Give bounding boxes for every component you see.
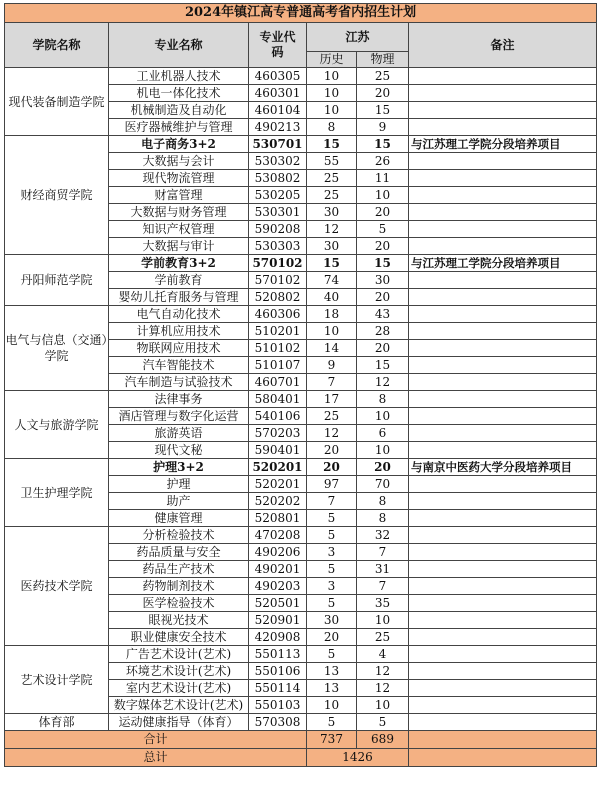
major-code-cell: 460306 — [249, 306, 307, 323]
major-name-cell: 电子商务3+2 — [109, 136, 249, 153]
major-name-cell: 酒店管理与数字化运营 — [109, 408, 249, 425]
history-quota-cell: 8 — [307, 119, 357, 136]
major-code-cell: 520801 — [249, 510, 307, 527]
note-cell — [409, 714, 597, 731]
note-cell — [409, 187, 597, 204]
note-cell — [409, 425, 597, 442]
major-code-cell: 530205 — [249, 187, 307, 204]
note-cell — [409, 221, 597, 238]
total-row — [5, 749, 597, 767]
history-quota-cell: 3 — [307, 578, 357, 595]
major-code-cell: 520201 — [249, 476, 307, 493]
history-quota-cell: 12 — [307, 221, 357, 238]
note-cell — [409, 238, 597, 255]
note-cell — [409, 306, 597, 323]
total-label: 总计 — [5, 749, 307, 767]
physics-quota-cell: 6 — [357, 425, 409, 442]
major-name-cell: 学前教育 — [109, 272, 249, 289]
history-quota-cell: 20 — [307, 442, 357, 459]
major-name-cell: 室内艺术设计(艺术) — [109, 680, 249, 697]
major-name-cell: 现代文秘 — [109, 442, 249, 459]
table-row — [5, 527, 597, 544]
major-code-cell: 510201 — [249, 323, 307, 340]
major-name-cell: 旅游英语 — [109, 425, 249, 442]
history-quota-cell: 30 — [307, 204, 357, 221]
major-code-cell: 590208 — [249, 221, 307, 238]
physics-quota-cell: 28 — [357, 323, 409, 340]
history-quota-cell: 25 — [307, 170, 357, 187]
major-name-cell: 药品生产技术 — [109, 561, 249, 578]
college-name-cell: 医药技术学院 — [5, 527, 109, 646]
major-code-cell: 510107 — [249, 357, 307, 374]
major-name-cell: 电气自动化技术 — [109, 306, 249, 323]
physics-quota-cell: 20 — [357, 289, 409, 306]
history-quota-cell: 7 — [307, 493, 357, 510]
note-cell — [409, 663, 597, 680]
major-name-cell: 学前教育3+2 — [109, 255, 249, 272]
history-quota-cell: 5 — [307, 561, 357, 578]
physics-quota-cell: 43 — [357, 306, 409, 323]
physics-quota-cell: 25 — [357, 629, 409, 646]
major-code-cell: 490201 — [249, 561, 307, 578]
note-cell — [409, 544, 597, 561]
physics-quota-cell: 5 — [357, 221, 409, 238]
physics-quota-cell: 35 — [357, 595, 409, 612]
history-quota-cell: 10 — [307, 102, 357, 119]
note-cell — [409, 646, 597, 663]
physics-quota-cell: 10 — [357, 442, 409, 459]
note-cell — [409, 612, 597, 629]
note-cell — [409, 153, 597, 170]
history-quota-cell: 30 — [307, 238, 357, 255]
header-major: 专业名称 — [109, 23, 249, 68]
note-cell — [409, 204, 597, 221]
major-code-cell: 530802 — [249, 170, 307, 187]
header-code: 专业代码 — [249, 23, 307, 68]
major-name-cell: 财富管理 — [109, 187, 249, 204]
major-name-cell: 环境艺术设计(艺术) — [109, 663, 249, 680]
major-code-cell: 540106 — [249, 408, 307, 425]
history-quota-cell: 3 — [307, 544, 357, 561]
header-physics: 物理 — [357, 52, 409, 68]
history-quota-cell: 5 — [307, 595, 357, 612]
history-quota-cell: 20 — [307, 629, 357, 646]
header-history: 历史 — [307, 52, 357, 68]
major-code-cell: 520501 — [249, 595, 307, 612]
college-name-cell: 丹阳师范学院 — [5, 255, 109, 306]
college-name-cell: 艺术设计学院 — [5, 646, 109, 714]
physics-quota-cell: 10 — [357, 187, 409, 204]
header-province: 江苏 — [307, 23, 409, 52]
major-name-cell: 健康管理 — [109, 510, 249, 527]
major-name-cell: 助产 — [109, 493, 249, 510]
history-quota-cell: 74 — [307, 272, 357, 289]
history-quota-cell: 15 — [307, 255, 357, 272]
major-code-cell: 550103 — [249, 697, 307, 714]
history-quota-cell: 25 — [307, 408, 357, 425]
physics-quota-cell: 5 — [357, 714, 409, 731]
major-name-cell: 分析检验技术 — [109, 527, 249, 544]
physics-quota-cell: 9 — [357, 119, 409, 136]
major-name-cell: 机械制造及自动化 — [109, 102, 249, 119]
physics-quota-cell: 32 — [357, 527, 409, 544]
major-code-cell: 460305 — [249, 68, 307, 85]
history-quota-cell: 12 — [307, 425, 357, 442]
physics-quota-cell: 15 — [357, 255, 409, 272]
note-cell — [409, 578, 597, 595]
physics-quota-cell: 12 — [357, 663, 409, 680]
note-cell — [409, 323, 597, 340]
note-cell — [409, 680, 597, 697]
history-quota-cell: 97 — [307, 476, 357, 493]
note-cell — [409, 510, 597, 527]
physics-quota-cell: 8 — [357, 510, 409, 527]
note-cell — [409, 408, 597, 425]
physics-quota-cell: 10 — [357, 408, 409, 425]
table-row — [5, 646, 597, 663]
major-name-cell: 大数据与审计 — [109, 238, 249, 255]
history-quota-cell: 14 — [307, 340, 357, 357]
note-cell: 与江苏理工学院分段培养项目 — [409, 255, 597, 272]
history-quota-cell: 5 — [307, 714, 357, 731]
major-code-cell: 550113 — [249, 646, 307, 663]
major-name-cell: 法律事务 — [109, 391, 249, 408]
total-value: 1426 — [307, 749, 409, 767]
major-code-cell: 460701 — [249, 374, 307, 391]
major-name-cell: 职业健康安全技术 — [109, 629, 249, 646]
major-name-cell: 婴幼儿托育服务与管理 — [109, 289, 249, 306]
major-name-cell: 药物制剂技术 — [109, 578, 249, 595]
physics-quota-cell: 12 — [357, 680, 409, 697]
major-name-cell: 药品质量与安全 — [109, 544, 249, 561]
major-name-cell: 护理3+2 — [109, 459, 249, 476]
note-cell: 与江苏理工学院分段培养项目 — [409, 136, 597, 153]
note-cell — [409, 289, 597, 306]
physics-quota-cell: 20 — [357, 340, 409, 357]
major-name-cell: 物联网应用技术 — [109, 340, 249, 357]
table-row — [5, 68, 597, 85]
major-code-cell: 570102 — [249, 272, 307, 289]
note-cell — [409, 527, 597, 544]
major-name-cell: 运动健康指导（体育） — [109, 714, 249, 731]
table-row — [5, 459, 597, 476]
physics-quota-cell: 70 — [357, 476, 409, 493]
enrollment-plan-table — [4, 3, 597, 767]
major-code-cell: 590401 — [249, 442, 307, 459]
total-note — [409, 749, 597, 767]
major-code-cell: 420908 — [249, 629, 307, 646]
major-name-cell: 工业机器人技术 — [109, 68, 249, 85]
note-cell — [409, 391, 597, 408]
major-name-cell: 大数据与财务管理 — [109, 204, 249, 221]
major-code-cell: 520901 — [249, 612, 307, 629]
note-cell — [409, 85, 597, 102]
physics-quota-cell: 20 — [357, 238, 409, 255]
college-name-cell: 人文与旅游学院 — [5, 391, 109, 459]
history-quota-cell: 10 — [307, 68, 357, 85]
table-row — [5, 391, 597, 408]
major-name-cell: 广告艺术设计(艺术) — [109, 646, 249, 663]
major-code-cell: 550114 — [249, 680, 307, 697]
history-quota-cell: 30 — [307, 612, 357, 629]
major-name-cell: 医疗器械维护与管理 — [109, 119, 249, 136]
major-name-cell: 护理 — [109, 476, 249, 493]
major-name-cell: 眼视光技术 — [109, 612, 249, 629]
major-code-cell: 490206 — [249, 544, 307, 561]
note-cell — [409, 697, 597, 714]
note-cell — [409, 272, 597, 289]
subtotal-history: 737 — [307, 731, 357, 749]
physics-quota-cell: 15 — [357, 357, 409, 374]
physics-quota-cell: 7 — [357, 578, 409, 595]
physics-quota-cell: 25 — [357, 68, 409, 85]
college-name-cell: 电气与信息（交通）学院 — [5, 306, 109, 391]
history-quota-cell: 10 — [307, 85, 357, 102]
major-name-cell: 汽车智能技术 — [109, 357, 249, 374]
note-cell — [409, 493, 597, 510]
major-code-cell: 530302 — [249, 153, 307, 170]
header-note: 备注 — [409, 23, 597, 68]
note-cell — [409, 68, 597, 85]
note-cell — [409, 357, 597, 374]
note-cell — [409, 374, 597, 391]
history-quota-cell: 5 — [307, 527, 357, 544]
major-code-cell: 570203 — [249, 425, 307, 442]
major-code-cell: 490203 — [249, 578, 307, 595]
table-row — [5, 306, 597, 323]
major-name-cell: 大数据与会计 — [109, 153, 249, 170]
major-code-cell: 520202 — [249, 493, 307, 510]
major-code-cell: 520802 — [249, 289, 307, 306]
major-code-cell: 460104 — [249, 102, 307, 119]
table-title: 2024年镇江高专普通高考省内招生计划 — [5, 4, 597, 23]
physics-quota-cell: 31 — [357, 561, 409, 578]
major-code-cell: 530301 — [249, 204, 307, 221]
note-cell — [409, 102, 597, 119]
major-code-cell: 570102 — [249, 255, 307, 272]
note-cell: 与南京中医药大学分段培养项目 — [409, 459, 597, 476]
physics-quota-cell: 4 — [357, 646, 409, 663]
history-quota-cell: 40 — [307, 289, 357, 306]
major-code-cell: 510102 — [249, 340, 307, 357]
physics-quota-cell: 11 — [357, 170, 409, 187]
major-code-cell: 490213 — [249, 119, 307, 136]
college-name-cell: 卫生护理学院 — [5, 459, 109, 527]
physics-quota-cell: 20 — [357, 459, 409, 476]
major-name-cell: 医学检验技术 — [109, 595, 249, 612]
physics-quota-cell: 30 — [357, 272, 409, 289]
table-row — [5, 136, 597, 153]
major-name-cell: 汽车制造与试验技术 — [109, 374, 249, 391]
major-code-cell: 530701 — [249, 136, 307, 153]
physics-quota-cell: 26 — [357, 153, 409, 170]
note-cell — [409, 119, 597, 136]
subtotal-label: 合计 — [5, 731, 307, 749]
major-name-cell: 知识产权管理 — [109, 221, 249, 238]
history-quota-cell: 17 — [307, 391, 357, 408]
physics-quota-cell: 8 — [357, 493, 409, 510]
major-code-cell: 550106 — [249, 663, 307, 680]
major-name-cell: 机电一体化技术 — [109, 85, 249, 102]
major-code-cell: 460301 — [249, 85, 307, 102]
history-quota-cell: 15 — [307, 136, 357, 153]
history-quota-cell: 5 — [307, 510, 357, 527]
history-quota-cell: 10 — [307, 697, 357, 714]
history-quota-cell: 55 — [307, 153, 357, 170]
history-quota-cell: 20 — [307, 459, 357, 476]
history-quota-cell: 5 — [307, 646, 357, 663]
physics-quota-cell: 8 — [357, 391, 409, 408]
major-code-cell: 570308 — [249, 714, 307, 731]
note-cell — [409, 170, 597, 187]
history-quota-cell: 10 — [307, 323, 357, 340]
subtotal-note — [409, 731, 597, 749]
history-quota-cell: 18 — [307, 306, 357, 323]
history-quota-cell: 25 — [307, 187, 357, 204]
major-name-cell: 数字媒体艺术设计(艺术) — [109, 697, 249, 714]
subtotal-row — [5, 731, 597, 749]
college-name-cell: 财经商贸学院 — [5, 136, 109, 255]
note-cell — [409, 595, 597, 612]
physics-quota-cell: 10 — [357, 612, 409, 629]
history-quota-cell: 13 — [307, 680, 357, 697]
subtotal-physics: 689 — [357, 731, 409, 749]
table-row — [5, 714, 597, 731]
note-cell — [409, 340, 597, 357]
physics-quota-cell: 15 — [357, 102, 409, 119]
note-cell — [409, 629, 597, 646]
history-quota-cell: 7 — [307, 374, 357, 391]
history-quota-cell: 9 — [307, 357, 357, 374]
college-name-cell: 现代装备制造学院 — [5, 68, 109, 136]
note-cell — [409, 561, 597, 578]
physics-quota-cell: 12 — [357, 374, 409, 391]
table-row — [5, 255, 597, 272]
physics-quota-cell: 10 — [357, 697, 409, 714]
history-quota-cell: 13 — [307, 663, 357, 680]
major-code-cell: 470208 — [249, 527, 307, 544]
major-code-cell: 520201 — [249, 459, 307, 476]
physics-quota-cell: 20 — [357, 85, 409, 102]
major-name-cell: 现代物流管理 — [109, 170, 249, 187]
physics-quota-cell: 15 — [357, 136, 409, 153]
physics-quota-cell: 20 — [357, 204, 409, 221]
major-code-cell: 580401 — [249, 391, 307, 408]
physics-quota-cell: 7 — [357, 544, 409, 561]
header-college: 学院名称 — [5, 23, 109, 68]
major-name-cell: 计算机应用技术 — [109, 323, 249, 340]
major-code-cell: 530303 — [249, 238, 307, 255]
note-cell — [409, 442, 597, 459]
college-name-cell: 体育部 — [5, 714, 109, 731]
note-cell — [409, 476, 597, 493]
